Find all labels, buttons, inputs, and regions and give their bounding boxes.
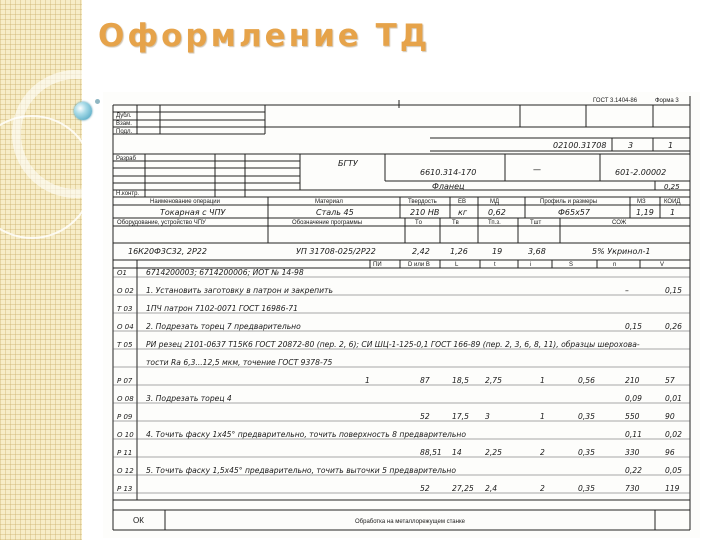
eq-sozh: 5% Укринол-1 [592,247,651,256]
row-value: 0,02 [665,430,682,439]
op-name: Токарная с ЧПУ [160,208,226,217]
row-value: 2,75 [485,376,502,385]
hdr-to: Tо [415,220,423,226]
row-value: 0,56 [578,376,595,385]
footer-caption: Обработка на металлорежущем станке [355,519,465,525]
hdr-koid: КОИД [664,199,681,205]
row-code: О 02 [117,287,134,295]
row-value: 0,35 [578,448,595,457]
row-value: 14 [452,448,462,457]
row-text: тости Ra 6,3...12,5 мкм, точение ГОСТ 9378-75 [146,358,333,367]
part-number: 6610.314-170 [420,168,477,177]
op-koid: 1 [670,208,676,217]
role-nkontr: Н.контр. [116,191,140,197]
row-code: О 10 [117,431,134,439]
row-code: О 04 [117,323,134,331]
row-value: 2,4 [485,484,498,493]
hdr-hardness: Твердость [408,199,437,205]
sheet-b: 1 [668,141,674,150]
row-value: 1 [540,376,545,385]
part-name: Фланец [432,182,465,191]
row-value: 330 [625,448,640,457]
row-text: 3. Подрезать торец 4 [146,394,232,403]
row-code: Р 13 [117,485,133,493]
row-value: 0,35 [578,412,595,421]
row-value: 1 [365,376,370,385]
row-value: 1 [540,412,545,421]
op-material: Сталь 45 [316,208,354,217]
row-value: 88,51 [420,448,442,457]
hdr-tsht: Tшт [530,220,542,226]
row-value: 90 [665,412,675,421]
row-code: О 08 [117,395,134,403]
eq-machine: 16К20Ф3С32, 2Р22 [128,247,207,256]
row-value: 119 [665,484,680,493]
table-row [117,268,304,277]
footer-code: ОК [133,516,144,525]
row-value: 52 [420,412,430,421]
row-value: 0,15 [625,322,642,331]
hdr-op-name: Наименование операции [150,199,220,205]
param-col-header: ПИ [373,262,382,268]
table-row [146,358,333,367]
row-value: 0,01 [665,394,682,403]
row-value: 87 [420,376,430,385]
param-col-header: t [494,262,496,268]
hdr-tv: Tв [452,220,459,226]
row-value: 0,35 [578,484,595,493]
row-value: 0,09 [625,394,642,403]
eq-to: 2,42 [412,247,430,256]
param-col-header: S [569,262,574,268]
row-value: 2 [540,448,545,457]
hdr-material: Материал [315,199,343,205]
row-text: 5. Точить фаску 1,5х45° предварительно, точить выточки 5 предварительно [146,466,457,475]
hdr-mz: МЗ [637,199,646,205]
row-value: 27,25 [452,484,474,493]
hdr-program: Обозначение программы [292,220,363,226]
row-text: РИ резец 2101-0637 Т15К6 ГОСТ 20872-80 (пер. 2, 6); СИ ШЦ-1-125-0,1 ГОСТ 166-89 (пер. 2, 3, 6, 8, 11), образцы шерохова- [146,340,640,349]
row-value: 730 [625,484,640,493]
org-name: БГТУ [338,159,358,168]
row-text: 2. Подрезать торец 7 предварительно [146,322,301,331]
part-dash: — [533,165,541,174]
row-text: 4. Точить фаску 1х45° предварительно, точить поверхность 8 предварительно [146,430,466,439]
row-value: 0,05 [665,466,682,475]
part-weight: 0,25 [664,183,680,191]
table-row [117,340,640,349]
hdr-equipment: Оборудование, устройство ЧПУ [117,220,206,226]
row-value: 18,5 [452,376,469,385]
param-col-header: V [660,262,665,268]
row-code: Р 09 [117,413,133,421]
row-value: – [625,286,629,295]
slide-title: Оформление ТД [98,18,431,54]
op-hardness: 210 НВ [410,208,440,217]
row-value: 0,15 [665,286,682,295]
row-value: 0,22 [625,466,642,475]
param-col-header: D или B [408,262,430,268]
row-value: 2,25 [485,448,502,457]
side-dubl: Дубл. [116,113,132,119]
hdr-tpz: Тп.з. [488,220,501,226]
doc-code: 02100.31708 [553,141,607,150]
row-code: Т 05 [117,341,133,349]
row-value: 96 [665,448,675,457]
eq-program: УП 31708-025/2Р22 [296,247,376,256]
row-text: 6714200003; 6714200006; ИОТ № 14-98 [146,268,304,277]
row-text: 1ПЧ патрон 7102-0071 ГОСТ 16986-71 [146,304,298,313]
param-col-header: n [613,262,617,268]
sheet-a: 3 [628,141,634,150]
row-value: 52 [420,484,430,493]
row-code: Р 11 [117,449,133,457]
op-ev: кг [458,208,468,217]
form-standard: ГОСТ 3.1404-86 [593,98,638,104]
hdr-profile: Профиль и размеры [540,199,598,205]
side-vzam: Взам. [116,121,132,127]
row-value: 0,11 [625,430,642,439]
hdr-md: МД [490,199,500,205]
param-col-header: L [455,262,459,268]
eq-tsht: 3,68 [528,247,546,256]
row-value: 57 [665,376,675,385]
part-number-2: 601-2.00002 [615,168,667,177]
row-value: 210 [625,376,640,385]
row-text: 1. Установить заготовку в патрон и закрепить [146,286,333,295]
op-mz: 1,19 [636,208,654,217]
row-value: 0,26 [665,322,682,331]
op-profile: Ф65х57 [558,208,590,217]
side-podl: Подл. [116,129,133,135]
row-value: 550 [625,412,640,421]
eq-tpz: 19 [492,247,503,256]
hdr-sozh: СОЖ [612,220,627,226]
row-value: 17,5 [452,412,469,421]
eq-tv: 1,26 [450,247,468,256]
param-col-header: i [530,262,532,268]
row-value: 2 [540,484,545,493]
op-md: 0,62 [488,208,506,217]
row-code: О1 [117,269,127,277]
hdr-ev: ЕВ [458,199,467,205]
row-code: О 12 [117,467,134,475]
row-code: Р 07 [117,377,133,385]
form-number: Форма 3 [655,98,679,104]
role-razrab: Разраб [116,156,136,162]
row-code: Т 03 [117,305,133,313]
row-value: 3 [485,412,490,421]
